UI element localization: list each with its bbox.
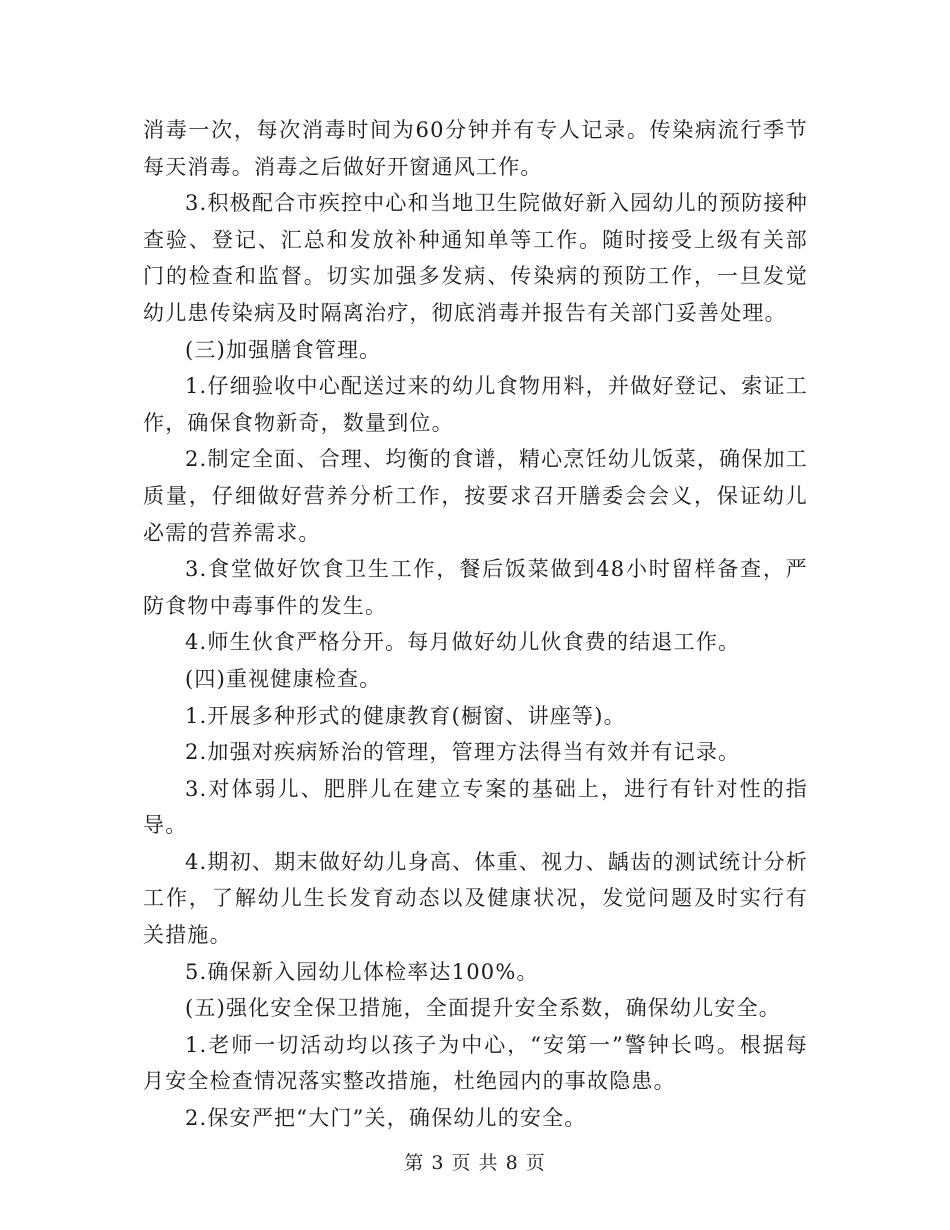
paragraph-checkup-rate: 5.确保新入园幼儿体检率达100%。 bbox=[185, 959, 539, 984]
paragraph-food-inspection: 1.仔细验收中心配送过来的幼儿食物用料，并做好登记、索证工作，确保食物新奇，数量到位。 bbox=[143, 374, 808, 435]
paragraph-gate-security: 2.保安严把“大门”关，确保幼儿的安全。 bbox=[185, 1106, 587, 1131]
heading-diet-management: (三)加强膳食管理。 bbox=[185, 337, 382, 362]
heading-health-check: (四)重视健康检查。 bbox=[185, 666, 382, 691]
paragraph-disease-treatment: 2.加强对疾病矫治的管理，管理方法得当有效并有记录。 bbox=[185, 740, 741, 765]
footer-prefix: 第 bbox=[404, 1152, 425, 1174]
paragraph-canteen-hygiene: 3.食堂做好饮食卫生工作，餐后饭菜做到48小时留样备查，严防食物中毒事件的发生。 bbox=[143, 557, 808, 618]
footer-middle: 页 共 bbox=[451, 1152, 499, 1174]
document-body bbox=[143, 112, 808, 1137]
footer-total-pages: 8 bbox=[505, 1152, 519, 1174]
heading-safety-measures: (五)强化安全保卫措施，全面提升安全系数，确保幼儿安全。 bbox=[185, 996, 781, 1021]
paragraph-recipe: 2.制定全面、合理、均衡的食谱，精心烹饪幼儿饭菜，确保加工质量，仔细做好营养分析工作，按要求召开膳委会会义，保证幼儿必需的营养需求。 bbox=[143, 447, 808, 545]
paragraph-growth-measurement: 4.期初、期末做好幼儿身高、体重、视力、龋齿的测试统计分析工作，了解幼儿生长发育动态以及健康状况，发觉问题及时实行有关措施。 bbox=[143, 849, 808, 948]
paragraph-epidemic-prevention: 3.积极配合市疾控中心和当地卫生院做好新入园幼儿的预防接种查验、登记、汇总和发放补种通知单等工作。随时接受上级有关部门的检查和监督。切实加强多发病、传染病的预防工作，一旦发觉幼儿患传染病及时隔离治疗，彻底消毒并报告有关部门妥善处理。 bbox=[143, 191, 808, 325]
footer-suffix: 页 bbox=[525, 1152, 546, 1174]
paragraph-teacher-safety: 1.老师一切活动均以孩子为中心，“安第一”警钟长鸣。根据每月安全检查情况落实整改措施，杜绝园内的事故隐患。 bbox=[143, 1032, 808, 1094]
paragraph-special-guidance: 3.对体弱儿、肥胖儿在建立专案的基础上，进行有针对性的指导。 bbox=[143, 776, 808, 838]
footer-current-page: 3 bbox=[431, 1152, 445, 1174]
paragraph-meal-separation: 4.师生伙食严格分开。每月做好幼儿伙食费的结退工作。 bbox=[185, 630, 741, 655]
paragraph-continuation: 消毒一次，每次消毒时间为60分钟并有专人记录。传染病流行季节每天消毒。消毒之后做好开窗通风工作。 bbox=[143, 118, 808, 179]
page-footer bbox=[0, 1148, 950, 1175]
paragraph-health-education: 1.开展多种形式的健康教育(橱窗、讲座等)。 bbox=[185, 703, 626, 728]
